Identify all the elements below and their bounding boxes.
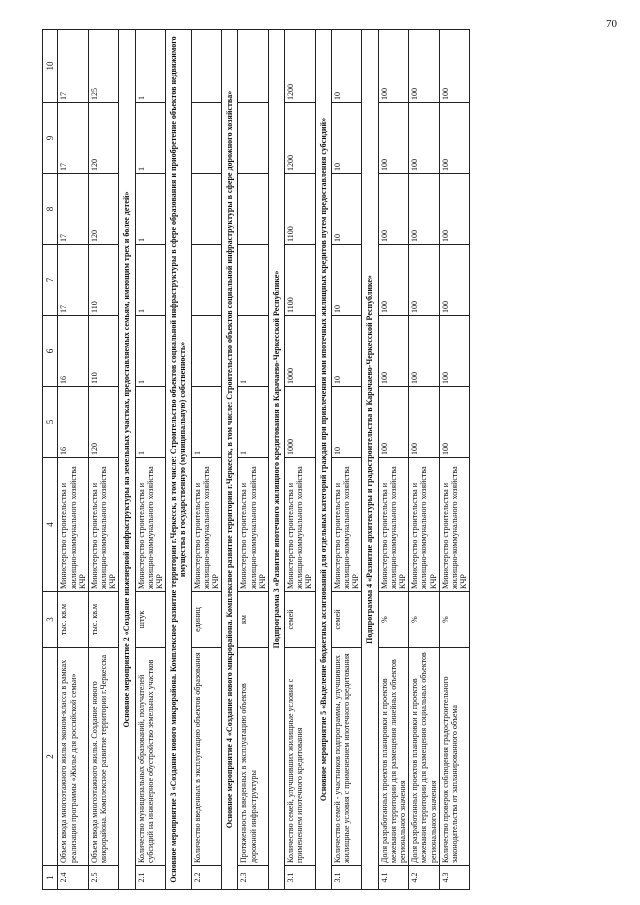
responsible: Министерство строительства и жилищно-коммунального хозяйства КЧР: [409, 458, 440, 592]
value-col-7: 1100: [285, 245, 316, 316]
section-event-4: [222, 30, 238, 890]
value-col-7: [238, 245, 269, 316]
value-col-10: 1200: [285, 30, 316, 103]
value-col-10: 17: [58, 30, 89, 103]
row-number: 2.3: [238, 866, 269, 890]
value-col-5: 120: [88, 387, 119, 458]
value-col-8: 1100: [285, 174, 316, 245]
responsible: Министерство строительства и жилищно-коммунального хозяйства КЧР: [88, 458, 119, 592]
row-number: 2.2: [191, 866, 222, 890]
unit: тыс. кв.м: [88, 592, 119, 648]
unit: %: [409, 592, 440, 648]
row-4-1: [378, 30, 409, 890]
unit: %: [439, 592, 470, 648]
value-col-8: 100: [378, 174, 409, 245]
row-number: 3.1: [285, 866, 316, 890]
header-col-10: 10: [43, 30, 58, 103]
responsible: Министерство строительства и жилищно-коммунального хозяйства КЧР: [135, 458, 166, 592]
section-event-3: [166, 30, 191, 890]
value-col-8: 1: [135, 174, 166, 245]
value-col-8: [238, 174, 269, 245]
row-2-2: [191, 30, 222, 890]
header-row: [43, 30, 58, 890]
value-col-5: 100: [378, 387, 409, 458]
row-number: 3.1: [331, 866, 362, 890]
row-2-4: [58, 30, 89, 890]
value-col-5: 1: [191, 387, 222, 458]
value-col-5: 10: [331, 387, 362, 458]
unit: км: [238, 592, 269, 648]
value-col-5: 16: [58, 387, 89, 458]
value-col-8: 10: [331, 174, 362, 245]
header-col-9: 9: [43, 103, 58, 174]
row-number: 4.1: [378, 866, 409, 890]
section-title: Подпрограмма 3 «Развитие ипотечного жилищного кредитования в Карачаево-Черкесской Республике»: [268, 30, 284, 890]
header-col-7: 7: [43, 245, 58, 316]
value-col-9: [238, 103, 269, 174]
section-title: Основное мероприятие 3 «Создание нового микрорайона. Комплексное развитие территории г.Черкесск, в том числе: Строительство объектов социальной инфраструктуры в сфере образования и приобретение объектов недвижимого имущества в государственную (муниципальную) собственность»: [166, 30, 191, 890]
section-subprogram-4: [362, 30, 378, 890]
value-col-9: 120: [88, 103, 119, 174]
header-col-2: 2: [43, 648, 58, 866]
value-col-6: 1: [135, 316, 166, 387]
indicator-name: Количество семей - участников подпрограммы, улучшивших жилищные условия с применением ипотечного кредитования: [331, 648, 362, 866]
value-col-7: 1: [135, 245, 166, 316]
value-col-7: 100: [409, 245, 440, 316]
indicator-name: Доля разработанных проектов планировки и проектов межевания территории для размещения линейных объектов регионального значения: [378, 648, 409, 866]
indicator-name: Протяженность введенных в эксплуатацию объектов дорожной инфраструктуры: [238, 648, 269, 866]
value-col-9: 1: [135, 103, 166, 174]
indicator-name: Объем ввода многоэтажного жилья эконом-класса в рамках реализации программы «Жилье для российской семьи»: [58, 648, 89, 866]
value-col-10: 125: [88, 30, 119, 103]
value-col-6: 100: [439, 316, 470, 387]
unit: единиц: [191, 592, 222, 648]
header-col-8: 8: [43, 174, 58, 245]
value-col-6: 1: [238, 316, 269, 387]
header-col-3: 3: [43, 592, 58, 648]
indicators-table: [42, 29, 470, 890]
row-2-3: [238, 30, 269, 890]
value-col-7: 100: [378, 245, 409, 316]
section-event-5: [315, 30, 331, 890]
value-col-10: 100: [378, 30, 409, 103]
indicator-name: Количество муниципальных образований, получателей субсидий на инженерное обустройство земельных участков: [135, 648, 166, 866]
value-col-9: 17: [58, 103, 89, 174]
table-body: [43, 30, 470, 890]
value-col-8: 17: [58, 174, 89, 245]
row-number: 4.2: [409, 866, 440, 890]
value-col-6: 100: [409, 316, 440, 387]
value-col-5: 100: [409, 387, 440, 458]
value-col-9: [191, 103, 222, 174]
value-col-5: 100: [439, 387, 470, 458]
unit: семей: [285, 592, 316, 648]
row-number: 2.5: [88, 866, 119, 890]
value-col-9: 100: [378, 103, 409, 174]
value-col-5: 1000: [285, 387, 316, 458]
indicator-name: Количество проверок соблюдения градостроительного законодательства от запланированного объема: [439, 648, 470, 866]
unit: %: [378, 592, 409, 648]
page-number: 70: [606, 18, 617, 30]
responsible: Министерство строительства и жилищно-коммунального хозяйства КЧР: [439, 458, 470, 592]
value-col-10: 100: [439, 30, 470, 103]
header-col-5: 5: [43, 387, 58, 458]
value-col-6: 110: [88, 316, 119, 387]
value-col-7: [191, 245, 222, 316]
rotated-table-page: [42, 30, 612, 890]
section-title: Основное мероприятие 4 «Создание нового микрорайона. Комплексное развитие территории г.Черкесск, в том числе: Строительство объектов социальной инфраструктуры в сфере дорожного хозяйства»: [222, 30, 238, 890]
row-4-2: [409, 30, 440, 890]
value-col-8: 100: [409, 174, 440, 245]
row-number: 2.1: [135, 866, 166, 890]
responsible: Министерство строительства и жилищно-коммунального хозяйства КЧР: [331, 458, 362, 592]
indicator-name: Количество введенных в эксплуатацию объектов образования: [191, 648, 222, 866]
header-col-1: 1: [43, 866, 58, 890]
responsible: Министерство строительства и жилищно-коммунального хозяйства КЧР: [285, 458, 316, 592]
responsible: Министерство строительства и жилищно-коммунального хозяйства КЧР: [191, 458, 222, 592]
unit: тыс. кв.м: [58, 592, 89, 648]
value-col-7: 110: [88, 245, 119, 316]
value-col-8: [191, 174, 222, 245]
section-event-2: [119, 30, 135, 890]
responsible: Министерство строительства и жилищно-коммунального хозяйства КЧР: [58, 458, 89, 592]
value-col-10: [191, 30, 222, 103]
value-col-8: 120: [88, 174, 119, 245]
value-col-6: 100: [378, 316, 409, 387]
value-col-5: 1: [238, 387, 269, 458]
row-number: 4.3: [439, 866, 470, 890]
section-title: Основное мероприятие 5 «Выделение бюджетных ассигнований для отдельных категорий граждан при привлечении ими ипотечных жилищных кредитов путем предоставления субсидий»: [315, 30, 331, 890]
value-col-9: 1200: [285, 103, 316, 174]
value-col-6: 16: [58, 316, 89, 387]
unit: семей: [331, 592, 362, 648]
responsible: Министерство строительства и жилищно-коммунального хозяйства КЧР: [238, 458, 269, 592]
value-col-10: 100: [409, 30, 440, 103]
value-col-5: 1: [135, 387, 166, 458]
responsible: Министерство строительства и жилищно-коммунального хозяйства КЧР: [378, 458, 409, 592]
section-title: Основное мероприятие 2 «Создание инженерной инфраструктуры на земельных участках, предоставляемых семьям, имеющим трех и более детей»: [119, 30, 135, 890]
row-3-1b: [331, 30, 362, 890]
value-col-6: 10: [331, 316, 362, 387]
value-col-7: 10: [331, 245, 362, 316]
value-col-7: 100: [439, 245, 470, 316]
value-col-10: 1: [135, 30, 166, 103]
value-col-9: 100: [439, 103, 470, 174]
value-col-9: 100: [409, 103, 440, 174]
row-number: 2.4: [58, 866, 89, 890]
value-col-10: 10: [331, 30, 362, 103]
section-title: Подпрограмма 4 «Развитие архитектуры и градостроительства в Карачаево-Черкесской Республике»: [362, 30, 378, 890]
value-col-6: 1000: [285, 316, 316, 387]
row-2-1: [135, 30, 166, 890]
value-col-7: 17: [58, 245, 89, 316]
row-2-5: [88, 30, 119, 890]
row-3-1a: [285, 30, 316, 890]
indicator-name: Доля разработанных проектов планировки и проектов межевания территории для размещения социальных объектов регионального значения: [409, 648, 440, 866]
header-col-4: 4: [43, 458, 58, 592]
row-4-3: [439, 30, 470, 890]
value-col-6: [191, 316, 222, 387]
section-subprogram-3: [268, 30, 284, 890]
indicator-name: Объем ввода многоэтажного жилья. Создание нового микрорайона. Комплексное развитие территории г.Черкесска: [88, 648, 119, 866]
value-col-10: [238, 30, 269, 103]
header-col-6: 6: [43, 316, 58, 387]
unit: штук: [135, 592, 166, 648]
value-col-9: 10: [331, 103, 362, 174]
value-col-8: 100: [439, 174, 470, 245]
indicator-name: Количество семей, улучшивших жилищные условия с применением ипотечного кредитования: [285, 648, 316, 866]
